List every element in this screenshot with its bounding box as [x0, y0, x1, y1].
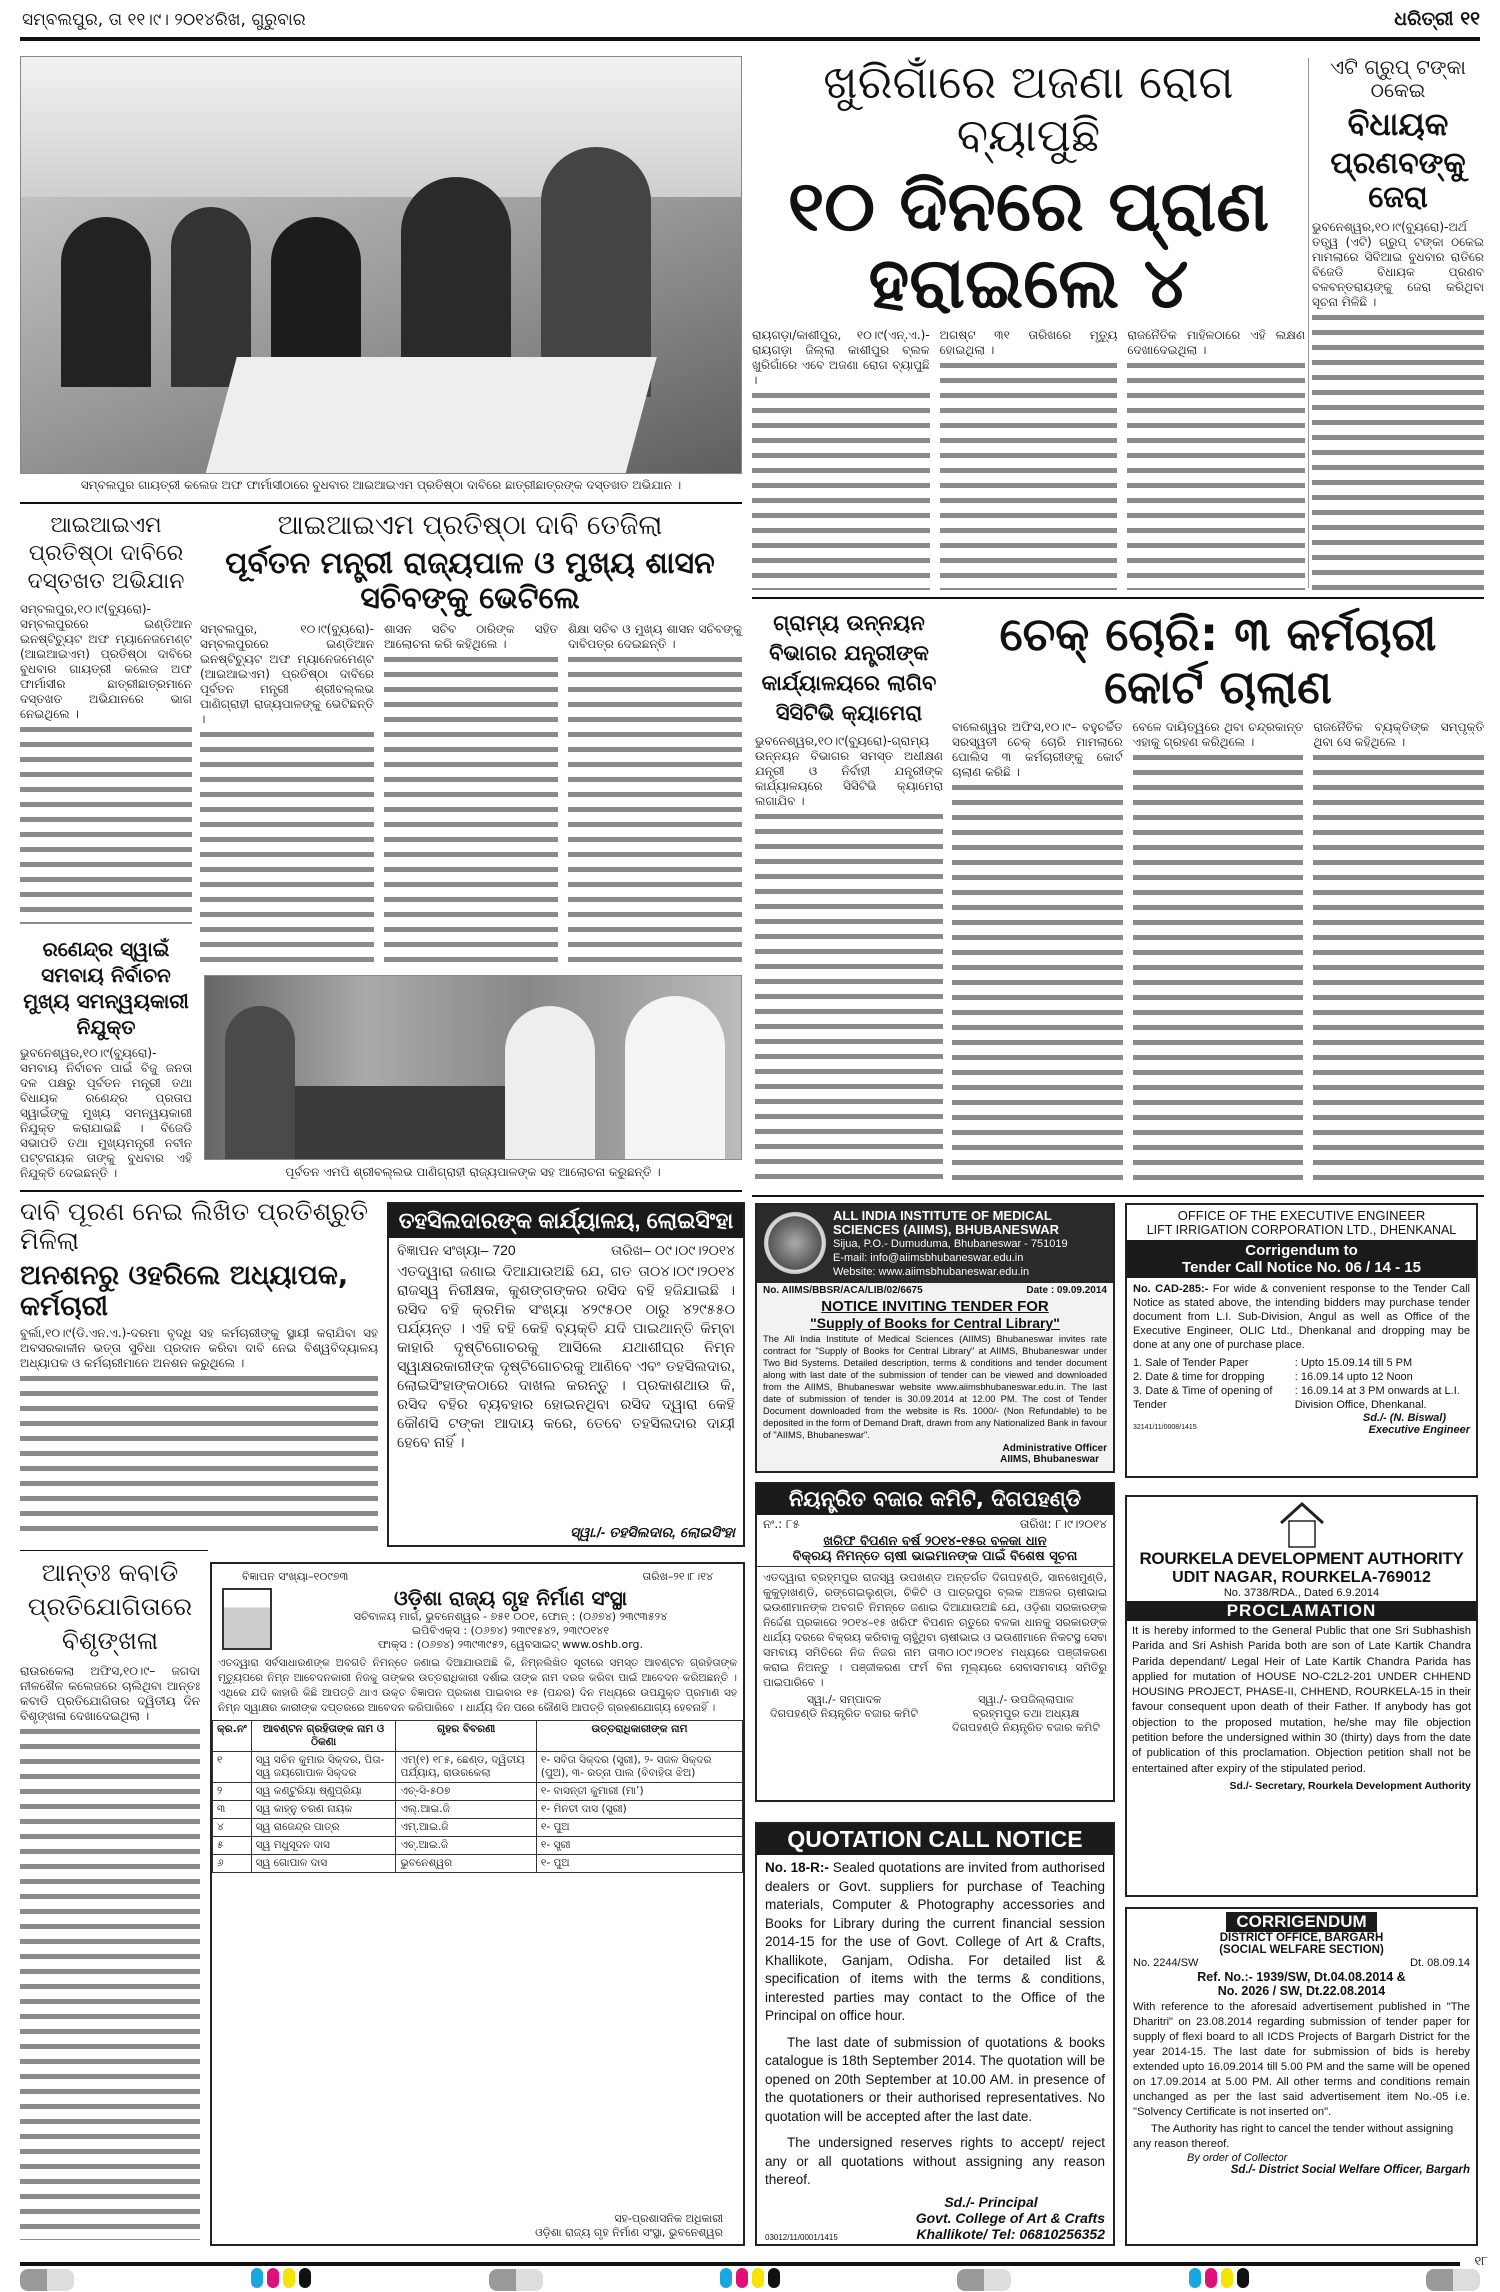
kabadi-story-headline: ଆନ୍ତଃ କବାଡି ପ୍ରତିଯୋଗିତାରେ ବିଶୃଙ୍ଖଳା [27, 1558, 193, 1655]
mid-story [198, 510, 742, 968]
students-signature-photo [20, 56, 742, 474]
tahasildar-signature: ସ୍ୱା./- ତହସିଲଦାର, ଲୋଇସିଂହା [569, 1524, 735, 1540]
oshb-address: ସଚିବାଳୟ ମାର୍ଗ, ଭୁବନେଶ୍ୱର - ୭୫୧ ୦୦୧, ଫୋନ୍ : (୦୬୭୪) ୨୩୯୩୫୨୪ [353, 1610, 668, 1623]
left-story2-body: ଭୁବନେଶ୍ୱର,୧୦।୯(ବ୍ୟୁରୋ)-ସମବାୟ ନିର୍ବାଚନ ପାଇଁ ବିଜୁ ଜନତା ଦଳ ପକ୍ଷରୁ ପୂର୍ବତନ ମନ୍ତ୍ରୀ ତଥା ବିଧାୟକ ରଣେନ୍ଦ୍ର ପ୍ରତାପ ସ୍ୱାଇଁଙ୍କୁ ମୁଖ୍ୟ ସମନ୍ୱୟକାରୀ ନିଯୁକ୍ତ କରାଯାଇଛି । ବିଜେଡି ସଭାପତି ତଥା ମୁଖ୍ୟମନ୍ତ୍ରୀ ନବୀନ ପଟ୍ଟନାୟକ ତାଙ୍କୁ ବୁଧବାର ଏହି ନିଯୁକ୍ତି ଦେଇଛନ୍ତି । [20, 1046, 192, 1184]
mid-story-col3: ଶିକ୍ଷା ସଚିବ ଓ ମୁଖ୍ୟ ଶାସନ ସଚିବଙ୍କୁ ଦାବିପତ୍ର ଦେଇଛନ୍ତି । [568, 622, 742, 968]
tahasildar-adv-no: ବିଜ୍ଞାପନ ସଂଖ୍ୟା– 720 [397, 1242, 516, 1258]
main-story-col3: ରାଜନୈତିକ ମାହିଳଠାରେ ଏହି ଲକ୍ଷଣ ଦେଖାଦେଇଥିଲା । [1127, 328, 1305, 590]
cheque-story-col3: ରାଜନୈତିକ ବ୍ୟକ୍ତିଙ୍କ ସମ୍ପୃକ୍ତି ଥିବା ସେ କହିଥିଲେ । [1313, 720, 1484, 1188]
left-story2-headline: ରଣେନ୍ଦ୍ର ସ୍ୱାଇଁ ସମବାୟ ନିର୍ବାଚନ ମୁଖ୍ୟ ସମନ୍ୱୟକାରୀ ନିଯୁକ୍ତ [23, 937, 189, 1039]
aiims-tender-ad: ALL INDIA INSTITUTE OF MEDICAL SCIENCES (AIIMS), BHUBANESWAR Sijua, P.O.- Dumuduma, Bhubaneswar - 751019 E-mail: info@aiimsbhubaneswar.edu.in Website: www.aiimsbhubaneswar.edu.in No. AIIMS/BBSR/ACA/LIB/02/6675 Date : 09.09.2014 NOTICE INVITING TENDER FOR "Supply of Books for Central Library" The All India Institute of Medical Sciences (AIIMS) Bhubaneswar invites rate contract for "Supply of Books for Central Library" at AIIMS, Bhubaneswar under Two Bid Systems. Detailed description, terms & conditions and tender document along with last date of the submission of tender can be viewed and downloaded from the AIIMS, Bhubaneswar website www.aiimsbhubaneswar.edu.in. The last date of submission of tender is 30.09.2014 at 12.00 PM. The cost of Tender Document downloaded from the website is Rs. 1000/- (Non Refundable) to be deposited in the form of Demand Draft, drawn from any Nationalized Bank in favour of "AIIMS, Bhubaneswar". Administrative Officer AIIMS, Bhubaneswar [755, 1203, 1115, 1473]
print-registration-marks [20, 2268, 1480, 2292]
main-story [752, 56, 1305, 590]
lift-irrigation-corrigendum-ad: OFFICE OF THE EXECUTIVE ENGINEER LIFT IRRIGATION CORPORATION LTD., DHENKANAL Corrigendum to Tender Call Notice No. 06 / 14 - 15 No. CAD-285:- For wide & convenient response to the Tender Call Notice as stated above, the intending bidders may purchase tender document from L.I. Sub-Division, Angul as well as Office of the Executive Engineer, OLIC Ltd., Dhenkanal and dropping may be done at any one of purchase place. 1. Sale of Tender Paper : Upto 15.09.14 till 5 PM 2. Date & time for dropping : 16.09.14 upto 12 Noon 3. Date & Time of opening of Tender : 16.09.14 at 3 PM onwards at L.I. Division Office, Dhenkanal. Sd./- (N. Biswal) 32141/11/0008/1415 Executive Engineer [1125, 1203, 1478, 1478]
main-story-col2: ଅଗଷ୍ଟ ୩୧ ତାରିଖରେ ମୃତ୍ୟୁ ହୋଇଥିଲା । [940, 328, 1118, 590]
schedule-item: 1. Sale of Tender Paper : Upto 15.09.14 till 5 PM [1133, 1357, 1413, 1369]
strike-story-headline2: ଅନଶନରୁ ଓହରିଲେ ଅଧ୍ୟାପକ, କର୍ମଚାରୀ [20, 1259, 349, 1322]
left-column [20, 512, 192, 1184]
side-story-kicker: ଏଟି ଗ୍ରୁପ୍ ଟଙ୍କା ଠକେଇ [1330, 55, 1466, 102]
governor-meeting-photo [204, 975, 742, 1160]
tahasildar-notice-ad [387, 1202, 745, 1547]
masthead-page: ଧରିତ୍ରୀ ୧୧ [1394, 8, 1480, 30]
oshb-logo-icon [222, 1588, 272, 1650]
bargarh-corrigendum-ad: CORRIGENDUM DISTRICT OFFICE, BARGARH (SOCIAL WELFARE SECTION) No. 2244/SW Dt. 08.09.14 Ref. No.:- 1939/SW, Dt.04.08.2014 & No. 2026 / SW, Dt.22.08.2014 With reference to the aforesaid advertisement published in "The Dharitri" on 23.08.2014 regarding submission of tender paper for supply of flexi board to all ICDS Projects of Bargarh District for the year 2014-15. The last date for submission of bids is hereby extended upto 16.09.2014 till 5.00 PM and the same will be opened on 17.09.2014 at 5.00 PM. All other terms and conditions remain unchanged as per the last said advertisement item No.-05 i.e. "Solvency Certificate is not inserted on". The Authority has right to cancel the tender without assigning any reason thereof. By order of Collector Sd./- District Social Welfare Officer, Bargarh [1125, 1907, 1478, 2246]
strike-story [20, 1198, 378, 1540]
rural-story-body: ଭୁବନେଶ୍ୱର,୧୦।୯(ବ୍ୟୁରୋ)-ଗ୍ରାମ୍ୟ ଉନ୍ନୟନ ବିଭାଗର ସମସ୍ତ ଅଧୀକ୍ଷଣ ଯନ୍ତ୍ରୀ ଓ ନିର୍ବାହୀ ଯନ୍ତ୍ରୀଙ୍କ କାର୍ଯ୍ୟାଳୟରେ ସିସିଟିଭି କ୍ୟାମେରା ଲଗାଯିବ । [755, 734, 943, 1188]
main-story-headline: ୧୦ ଦିନରେ ପ୍ରାଣ ହରାଇଲେ ୪ [787, 164, 1270, 324]
cheque-story [952, 608, 1484, 1188]
table-row: ୧ ସ୍ୱ ସଚିନ କୁମାର ସିକ୍‌ଦର, ପିତା-ସ୍ୱ ଜୟଗୋପାଳ ସିକ୍‌ଦର ଏମ୍(୧) ୧୮୫, ଛେଣ୍ଡ, ଦ୍ୱିତୀୟ ପର୍ଯ୍ୟାୟ, ରାଉରକେଲା ୧- ସବିତା ସିକ୍‌ଦର (ସ୍ତ୍ରୀ), ୨- ସଜଳ ସିକ୍‌ଦର (ପୁଅ), ୩- ରତ୍ନା ପାଲ (ବିବାହିତା ଝିଅ) [213, 1752, 743, 1783]
cheque-story-col2: ବେଳେ ଦାୟିତ୍ୱରେ ଥିବା ଚନ୍ଦ୍ରକାନ୍ତ ଏହାକୁ ଗ୍ରହଣ କରିଥିଲେ । [1133, 720, 1304, 1188]
rda-proclamation-ad: ROURKELA DEVELOPMENT AUTHORITY UDIT NAGAR, ROURKELA-769012 No. 3738/RDA., Dated 6.9.2014 PROCLAMATION It is hereby informed to the General Public that one Sri Subhashish Parida and Sri Ashish Parida both are son of Late Kartik Chandra Parida dependant/ Legal Heir of Late Kartik Chandra Parida has applied for mutation of HOUSE NO-C2L2-201 UNDER CHHEND HOUSING PROJECT, PHASE-II, CHHEND, ROURKELA-15 in their favour consequent upon death of their Father. If anybody has got objection to the proposed mutation, he/she may file objection petition before the undersigned within 30 (thirty) days from the date of publication of this proclamation. Objection petition shall not be entertained after expiry of the stipulated period. Sd./- Secretary, Rourkela Development Authority [1125, 1495, 1478, 1897]
mid-story-col2: ଶାସନ ସଚିବ ଠାରିଙ୍କ ସହିତ ଆଲୋଚନା କରି କହିଥିଲେ । [384, 622, 558, 968]
schedule-item: 2. Date & time for dropping : 16.09.14 upto 12 Noon [1133, 1371, 1413, 1383]
schedule-item: 3. Date & Time of opening of Tender : 16.09.14 at 3 PM onwards at L.I. Division Office, Dhenkanal. [1133, 1385, 1460, 1411]
oshb-signature1: ସହ-ପ୍ରଶାସନିକ ଅଧିକାରୀ [614, 2212, 723, 2225]
photo2-caption: ପୂର୍ବତନ ଏମପି ଶ୍ରୀବଲ୍ଲଭ ପାଣିଗ୍ରାହୀ ରାଜ୍ୟପାଳଙ୍କ ସହ ଆଲୋଚନା କରୁଛନ୍ତି । [285, 1165, 661, 1179]
strike-story-body: ବୁର୍ଲା,୧୦।୯(ଡି.ଏନ.ଏ.)-ଦରମା ବୃଦ୍ଧି ସହ କର୍ମଚାରୀଙ୍କୁ ସ୍ଥାୟୀ କରାଯିବା ସହ ଅବସରକାଳୀନ ଭତ୍ତା ସୁବିଧା ପ୍ରଦାନ କରିବା ଦାବି ନେଇ ବିଶ୍ୱବିଦ୍ୟାଳୟ ଅଧ୍ୟାପକ ଓ କର୍ମଚାରୀମାନେ ଅନଶନ କରୁଥିଲେ । [20, 1326, 378, 1540]
mid-story-headline: ପୂର୍ବତନ ମନ୍ତ୍ରୀ ରାଜ୍ୟପାଳ ଓ ମୁଖ୍ୟ ଶାସନ ସଚିବଙ୍କୁ ଭେଟିଲେ [225, 546, 715, 616]
photo1-caption: ସମ୍ବଲପୁର ଗାୟତ୍ରୀ କଲେଜ ଅଫ ଫାର୍ମାସୀଠାରେ ବୁଧବାର ଆଇଆଇଏମ ପ୍ରତିଷ୍ଠା ଦାବିରେ ଛାତ୍ରୀଛାତ୍ରଙ୍କ ଦସ୍ତଖତ ଅଭିଯାନ । [80, 478, 682, 492]
header-rule [20, 37, 1480, 41]
rural-story-headline: ଗ୍ରାମ୍ୟ ଉନ୍ନୟନ ବିଭାଗର ଯନ୍ତ୍ରୀଙ୍କ କାର୍ଯ୍ୟାଳୟରେ ଲାଗିବ ସିସିଟିଭି କ୍ୟାମେରା [761, 611, 937, 725]
house-icon [1277, 1501, 1327, 1549]
oshb-epabx: ଇପିବିଏକ୍ସ : (୦୬୭୪) ୨୩୯୧୫୪୨, ୨୩୯୦୧୪୧ [411, 1624, 610, 1637]
footer-rule [20, 2262, 1460, 2266]
tahasildar-title: ତହସିଲଦାରଙ୍କ କାର୍ଯ୍ୟାଳୟ, ଲୋଇସିଂହା [389, 1204, 743, 1238]
cheque-story-col1: ବାଲେଶ୍ୱର ଅଫିସ,୧୦।୯– ବହୁଚର୍ଚ୍ଚିତ ସରସ୍ୱତୀ ଚେକ୍ ଚୋରି ମାମଲାରେ ପୋଲିସ ୩ କର୍ମଚାରୀଙ୍କୁ କୋର୍ଟ ଚାଲାଣ କରିଛି । [952, 720, 1123, 1188]
li-schedule [1127, 1356, 1476, 1412]
table-row: ୨ ସ୍ୱ କଣ୍ଟୁରିୟା ଷ୍ଣୁପ୍ରିୟା ଏଚ୍-ସି-୫୦୭ ୧- ବାସନ୍ତୀ କୁମାରୀ (ମା’) [213, 1783, 743, 1801]
oshb-title: ଓଡ଼ିଶା ରାଜ୍ୟ ଗୃହ ନିର୍ମାଣ ସଂସ୍ଥା [393, 1586, 628, 1610]
quotation-call-ad: QUOTATION CALL NOTICE No. 18-R:- Sealed quotations are invited from authorised dealers or Govt. suppliers for purchase of Teaching materials, Computer & Photography accessories and Books for Library during the current financial session 2014-15 for the use of Govt. College of Art & Crafts, Khallikote, Ganjam, Odisha. For detailed list & specification of items with the terms & conditions, interested parties may contact to the Office of the Principal on office hour. The last date of submission of quotations & books catalogue is 18th September 2014. The quotation will be opened on 20th September at 10.00 AM. in presence of the quotationers or their authorised representatives. No quotation will be accepted after the last date. The undersigned reserves rights to accept/ reject any or all quotations without assigning any reason thereof. Sd./- Principal Govt. College of Art & Crafts 03012/11/0001/1415 Khallikote/ Tel: 06810256352 [755, 1822, 1115, 2246]
kabadi-story [20, 1556, 200, 2240]
oshb-notice-ad [210, 1562, 745, 2246]
regulated-market-ad: ନିୟନ୍ତ୍ରିତ ବଜାର କମିଟି, ଦିଗପହଣ୍ଡି ନଂ.: ୮୫ ତାରିଖ: ୮।୯।୨୦୧୪ ଖରିଫ ବିପଣନ ବର୍ଷ ୨୦୧୪-୧୫ର ବଳକା ଧାନ ବିକ୍ରୟ ନିମନ୍ତେ ଚାଷୀ ଭାଇମାନଙ୍କ ପାଇଁ ବିଶେଷ ସୂଚନା ଏତଦ୍ୱାରା ବ୍ରହ୍ମପୁର ରାଜସ୍ୱ ଉପଖଣ୍ଡ ଅନ୍ତର୍ଗତ ଦିଗପହଣ୍ଡି, ସାନଖେମୁଣ୍ଡି, କୁକୁଡ଼ାଖଣ୍ଡି, ରଙ୍ଗେଇଲୁଣ୍ଡା, ଚିକିଟି ଓ ପାତ୍ରପୁର ବ୍ଲକ ଅଞ୍ଚଳର ଚାଷୀଭାଇ ଭଉଣୀମାନଙ୍କ ଅବଗତି ନିମନ୍ତେ ଜଣାଇ ଦିଆଯାଉଅଛି ଯେ, ଓଡ଼ିଶା ସରକାରଙ୍କ ନିର୍ଦ୍ଦେଶ ପ୍ରକାରେ ୨୦୧୪–୧୫ ଖରିଫ ବିପଣନ ଋତୁରେ ବଳକା ଧାନକୁ ସରକାରଙ୍କ ଧାର୍ଯ୍ୟ ଦରରେ ବିକ୍ରୟ କରିବାକୁ ଚାହୁଁଥିବା ଚାଷୀଭାଇ ଓ ଭଉଣୀମାନେ ନିକଟସ୍ଥ ସେବା ସମବାୟ ସମିତିରେ ନିଜ ନିଜର ନାମ ତା୩୦।୦୯।୨୦୧୪ ମଧ୍ୟରେ ପଞ୍ଜୀକରଣ କରାଇ ନିଅନ୍ତୁ । ପଞ୍ଜୀକରଣ ଫର୍ମ ବିନା ମୂଲ୍ୟରେ ସେବାସମବାୟ ସମିତିରୁ ପାଇପାରିବେ । ସ୍ୱା./- ସମ୍ପାଦକ ଦିଗପହଣ୍ଡି ନିୟନ୍ତ୍ରିତ ବଜାର କମିଟି ସ୍ୱା./- ଉପଜିଲ୍ଲାପାଳ ବ୍ରହ୍ମପୁର ତଥା ଅଧ୍ୟକ୍ଷ ଦିଗପହଣ୍ଡି ନିୟନ୍ତ୍ରିତ ବଜାର କମିଟି [755, 1482, 1115, 1802]
aiims-logo-icon [764, 1212, 826, 1274]
side-story-body: ଭୁବନେଶ୍ୱର,୧୦।୯(ବ୍ୟୁରୋ)-ଅର୍ଥ ତତ୍ତ୍ୱ (ଏଟି) ଗ୍ରୁପ୍ ଟଙ୍କା ଠକେଇ ମାମଲାରେ ସିବିଆଇ ବୁଧବାର ରାତିରେ ବିଜେଡି ବିଧାୟକ ପ୍ରଣବ ବଳବନ୍ତରାୟଙ୍କୁ ଜେରା କରିଥିବା ସୂଚନା ମିଳିଛି । [1312, 220, 1484, 590]
dateline: ସମ୍ବଲପୁର, ତା ୧୧।୯। ୨୦୧୪ରିଖ, ଗୁରୁବାର [22, 10, 306, 30]
side-story [1312, 56, 1484, 590]
mid-story-col1: ସମ୍ବଲପୁର, ୧୦।୯(ବ୍ୟୁରୋ)-ସମ୍ବଲପୁରରେ ଇଣ୍ଡିଆନ ଇନଷ୍ଟିଚ୍ୟୁଟ ଅଫ ମ୍ୟାନେଜମେଣ୍ଟ (ଆଇଆଇଏମ) ପ୍ରତିଷ୍ଠା ଦାବିରେ ପୂର୍ବତନ ମନ୍ତ୍ରୀ ଶ୍ରୀବଲ୍ଲଭ ପାଣିଗ୍ରାହୀ ରାଜ୍ୟପାଳଙ୍କୁ ଭେଟିଛନ୍ତି । [200, 622, 374, 968]
side-story-headline2: ପ୍ରଣବଙ୍କୁ ଜେରା [1330, 145, 1466, 216]
left-story1-body: ସମ୍ବଲପୁର,୧୦।୯(ବ୍ୟୁରୋ)- ସମ୍ବଲପୁରରେ ଇଣ୍ଡିଆନ ଇନଷ୍ଟିଚ୍ୟୁଟ ଅଫ ମ୍ୟାନେଜମେଣ୍ଟ (ଆଇଆଇଏମ) ପ୍ରତିଷ୍ଠା ଦାବିରେ ବୁଧବାର ଗାୟତ୍ରୀ କଲେଜ ଅଫ ଫାର୍ମାସୀର ଛାତ୍ରୀଛାତ୍ରମାନେ ଦସ୍ତଖତ ଅଭିଯାନରେ ଭାଗ ନେଇଥିଲେ । [20, 602, 192, 924]
oshb-date: ତାରିଖ–୨୧।୮।୧୪ [642, 1570, 713, 1583]
cheque-story-headline: ଚେକ୍ ଚୋରି: ୩ କର୍ମଚାରୀ କୋର୍ଟ ଚାଲାଣ [999, 607, 1437, 714]
oshb-intro: ଏତଦ୍ୱାରା ସର୍ବସାଧାରଣଙ୍କ ଅବଗତି ନିମନ୍ତେ ଜଣାଇ ଦିଆଯାଉଅଛି କି, ନିମ୍ନଲିଖିତ ସୂଚୀରେ ସମସ୍ତ ଆବଣ୍ଟନ ଗ୍ରହିତାଙ୍କ ମୃତ୍ୟୁପରେ ନିମ୍ନ ଆବେଦନକାରୀ ନିଜକୁ ତାଙ୍କର ଉତ୍ତରାଧିକାରୀ ଦର୍ଶାଇ ତାଙ୍କ ନାମ ଦରଜ କରିବା ପାଇଁ ଆବେଦନ କରିଅଛନ୍ତି । ଏଥିରେ ଯଦି କାହାରି କିଛି ଆପତ୍ତି ଥାଏ ଉକ୍ତ ବିଜ୍ଞାପନ ପ୍ରକାଶ ପାଇବାର ୧୫ (ପନ୍ଦର) ଦିନ ମଧ୍ୟରେ ଉପଯୁକ୍ତ ପ୍ରମାଣ ସହ ନିମ୍ନ ସ୍ୱାକ୍ଷର କାରୀଙ୍କ ଦପ୍ତରରେ ଆବେଦନ କରିପାରିବେ । ଧାର୍ଯ୍ୟ ଦିନ ପରେ କୌଣସି ଆପତ୍ତି ଗ୍ରହଣଯୋଗ୍ୟ ହେବନାହିଁ । [218, 1657, 737, 1714]
table-row: ୬ ସ୍ୱ ଗୋପାଳ ଦାସ ଭୁବନେଶ୍ୱର ୧- ପୁଅ [213, 1855, 743, 1873]
strike-story-headline1: ଦାବି ପୂରଣ ନେଇ ଲିଖିତ ପ୍ରତିଶ୍ରୁତି ମିଳିଲା [20, 1197, 368, 1255]
oshb-signature2: ଓଡ଼ିଶା ରାଜ୍ୟ ଗୃହ ନିର୍ମାଣ ସଂସ୍ଥା, ଭୁବନେଶ୍ୱର [535, 2226, 723, 2239]
tahasildar-body: ଏତଦ୍ୱାରା ଜଣାଇ ଦିଆଯାଉଅଛି ଯେ, ଗତ ତା୦୪।୦୯।୨୦୧୪ ରାଜସ୍ୱ ନିରୀକ୍ଷକ, କୁଶଙ୍ଗଙ୍କର ରସିଦ ବହି ହଜିଯାଇଛି । ରସିଦ ବହି କ୍ରମିକ ସଂଖ୍ୟା ୪୨୯୫୦୧ ଠାରୁ ୪୨୯୫୫୦ ପର୍ଯ୍ୟନ୍ତ । ଏହି ବହି କେହି ବ୍ୟକ୍ତି ଯଦି ପାଇଥାନ୍ତି କିମ୍ବା କାହାରି ଦୃଷ୍ଟିଗୋଚରକୁ ଆସିଲେ ଯଥାଶୀଘ୍ର ନିମ୍ନ ସ୍ୱାକ୍ଷରକାରୀଙ୍କ ଦୃଷ୍ଟିଗୋଚରକୁ ଆଣିବେ ଏବଂ ତହସିଲଦାର, ଲୋଇସିଂହାଙ୍କଠାରେ ଦାଖଲ କରନ୍ତୁ । ପ୍ରକାଶଥାଉ କି, ରସିଦ ବହିର ବ୍ୟବହାର ହୋଇନଥିବା ରସିଦ ଦ୍ୱାରା କେହି କୌଣସି ଟଙ୍କା ଆଦାୟ କରେ, ତେବେ ତହସିଲଦାର ଦାୟୀ ହେବେ ନାହିଁ । [397, 1264, 735, 1451]
side-story-headline1: ବିଧାୟକ [1347, 105, 1449, 143]
table-row: ୩ ସ୍ୱ କାହ୍ନୁ ଚରଣ ନାୟକ ଏଲ୍.ଆଇ.ଜି ୧- ମିନତୀ ଦାସ (ସ୍ତ୍ରୀ) [213, 1801, 743, 1819]
table-row: ୫ ସ୍ୱ ମଧୁସୂଦନ ଦାସ ଏଚ୍.ଆଇ.ଜି ୧- ସ୍ତ୍ରୀ [213, 1837, 743, 1855]
tahasildar-date: ତାରିଖ– ୦୯।୦୯।୨୦୧୪ [610, 1242, 735, 1258]
oshb-adv-no: ବିଜ୍ଞାପନ ସଂଖ୍ୟା–୧୦୯୭୩ [242, 1570, 349, 1583]
left-story1-headline: ଆଇଆଇଏମ ପ୍ରତିଷ୍ଠା ଦାବିରେ ଦସ୍ତଖତ ଅଭିଯାନ [27, 513, 185, 594]
page-number: ୧୮ [1474, 2254, 1488, 2269]
main-story-kicker: ଖୁରିଗାଁରେ ଅଜଣା ରୋଗ ବ୍ୟାପୁଛି [823, 55, 1234, 162]
table-row: ୪ ସ୍ୱ ରାଜେନ୍ଦ୍ର ପାତ୍ର ଏମ୍.ଆଇ.ଜି ୧- ପୁଅ [213, 1819, 743, 1837]
oshb-heir-table: କ୍ର.ନଂ ଆବଣ୍ଟନ ଗ୍ରହିତାଙ୍କ ନାମ ଓ ଠିକଣା ଗୃହର ବିବରଣୀ ଉତ୍ତରାଧିକାରୀଙ୍କ ନାମ ୧ ସ୍ୱ ସଚିନ କୁମାର ସିକ୍‌ଦର, ପିତା-ସ୍ୱ ଜୟଗୋପାଳ ସିକ୍‌ଦର ଏମ୍(୧) ୧୮୫, ଛେଣ୍ଡ, ଦ୍ୱିତୀୟ ପର୍ଯ୍ୟାୟ, ରାଉରକେଲା ୧- ସବିତା ସିକ୍‌ଦର (ସ୍ତ୍ରୀ), ୨- ସଜଳ ସିକ୍‌ଦର (ପୁଅ), ୩- ରତ୍ନା ପାଲ (ବିବାହିତା ଝିଅ) ୨ ସ୍ୱ କଣ୍ଟୁରିୟା ଷ୍ଣୁପ୍ରିୟା ଏଚ୍-ସି-୫୦୭ ୧- ବାସନ୍ତୀ କୁମାରୀ (ମା’) ୩ ସ୍ୱ କାହ୍ନୁ ଚରଣ ନାୟକ ଏଲ୍.ଆଇ.ଜି ୧- ମିନତୀ ଦାସ (ସ୍ତ୍ରୀ) ୪ ସ୍ୱ ରାଜେନ୍ଦ୍ର ପାତ୍ର ଏମ୍.ଆଇ.ଜି ୧- ପୁଅ ୫ ସ୍ୱ ମଧୁସୂଦନ ଦାସ ଏଚ୍.ଆଇ.ଜି ୧- ସ୍ତ୍ରୀ ୬ ସ୍ୱ ଗୋପାଳ ଦାସ ଭୁବନେଶ୍ୱର ୧- ପୁଅ [212, 1720, 743, 1873]
rural-story [755, 608, 943, 1188]
kabadi-story-body: ରାଉରକେଲା ଅଫିସ,୧୦।୯– ଜଗଦା ନୀଳଶୈଳ କଲେଜରେ ଚାଲିଥିବା ଆନ୍ତଃ କବାଡି ପ୍ରତିଯୋଗିତାର ଦ୍ୱିତୀୟ ଦିନ ବିଶୃଙ୍ଖଳା ଦେଖାଦେଇଥିଲା । [20, 1664, 200, 2240]
mid-story-kicker: ଆଇଆଇଏମ ପ୍ରତିଷ୍ଠା ଦାବି ତେଜିଲା [277, 510, 663, 541]
main-story-col1: ରାୟଗଡ଼ା/କାଶୀପୁର, ୧୦।୯(ଏନ୍.ଏ.)-ରାୟଗଡ଼ା ଜିଲ୍ଲା କାଶୀପୁର ବ୍ଲକ ଖୁରିଗାଁରେ ଏବେ ଅଜଣା ରୋଗ ବ୍ୟାପୁଛି । [752, 328, 930, 590]
oshb-fax: ଫାକ୍ସ : (୦୬୭୪) ୨୩୯୩୯୫୨, ୱେବସାଇଟ୍ www.oshb.org. [377, 1638, 644, 1651]
